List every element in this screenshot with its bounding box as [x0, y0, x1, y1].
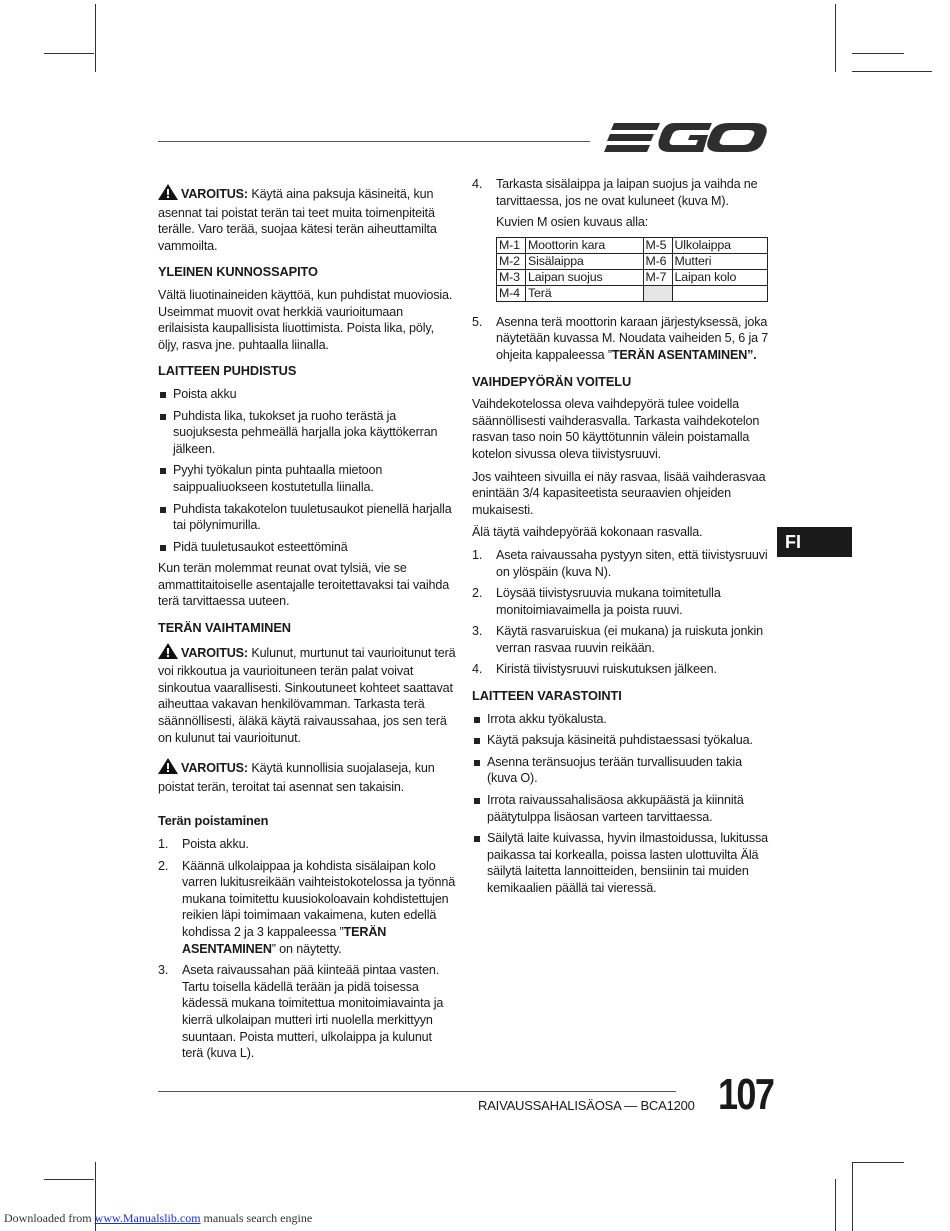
numbered-list [472, 314, 770, 364]
list-item: Käytä paksuja käsineitä puhdistaessasi työkalua. [472, 732, 770, 749]
step-text: Asenna terä moottorin karaan järjestyksessä, joka näytetään kuvassa M. Noudata vaiheiden 5, 6 ja 7 ohjeita kappaleessa ” [496, 314, 769, 362]
table-cell: M-2 [497, 253, 526, 269]
crop-mark [852, 1162, 853, 1231]
table-row [497, 253, 768, 269]
list-item [472, 176, 770, 209]
table-cell [643, 285, 672, 301]
section-title-gear-lubrication: VAIHDEPYÖRÄN VOITELU [472, 373, 632, 389]
bullet-list [158, 386, 456, 555]
crop-mark [44, 53, 94, 54]
paragraph: Kun terän molemmat reunat ovat tylsiä, vie se ammattitaitoiselle asentajalle teroitettavaksi tai vaihda terä tarvittaessa uuteen. [158, 561, 450, 609]
table-cell: M-3 [497, 269, 526, 285]
step-text: Käännä ulkolaippaa ja kohdista sisälaipan kolo varren lukitusreikään vaihteistokotelossa ja työnnä mukana toimitettu kuusiokoloavain kohdistettujen reikien läpi toimimaan vakaimena, kuten edellä kohdissa 2 ja 3 kappaleessa ” [182, 858, 456, 939]
table-cell: M-6 [643, 253, 672, 269]
list-item: Poista akku [158, 386, 456, 403]
section-title-general-maintenance: YLEINEN KUNNOSSAPITO [158, 264, 318, 280]
step-text: ” on näytetty. [271, 941, 342, 956]
warning-triangle-icon [158, 758, 178, 779]
list-item [158, 962, 456, 1062]
download-prefix: Downloaded from [4, 1211, 95, 1225]
step-text: Kiristä tiivistysruuvi ruiskutuksen jälkeen. [496, 662, 717, 677]
list-item: Irrota akku työkalusta. [472, 711, 770, 728]
ego-logo [604, 118, 768, 163]
step-number: 5. [472, 314, 483, 329]
crop-mark [835, 1179, 836, 1231]
warning-text: Kulunut, murtunut tai vaurioitunut terä voi rikkoutua ja vaurioituneen terän palat voivat sinkoutua vaarallisesti. Sinkoutuneet kohteet saattavat aiheuttaa vakavan henkilövamman. Tarkasta terä säännöllisesti, äläkä käytä raivaussahaa, jos sen terä on kulunut tai vaurioitunut. [158, 645, 456, 745]
ego-logo-icon [604, 118, 768, 158]
list-item [158, 836, 456, 853]
step-bold-ref: TERÄN ASENTAMINEN [182, 924, 387, 956]
bullet-list [472, 711, 770, 897]
footer-rule [158, 1091, 676, 1092]
list-item: Asenna teränsuojus terään turvallisuuden takia (kuva O). [472, 754, 770, 787]
table-cell: M-1 [497, 237, 526, 253]
list-item [158, 858, 456, 958]
step-text: Käytä rasvaruiskua (ei mukana) ja ruiskuta jonkin verran rasvaa ruuvin reikään. [496, 624, 764, 655]
step-text: Tarkasta sisälaippa ja laipan suojus ja vaihda ne tarvittaessa, jos ne ovat kuluneet (kuva M). [496, 177, 758, 208]
warning-block [158, 184, 456, 254]
step-bold-ref: TERÄN ASENTAMINEN”. [611, 347, 757, 362]
step-number: 3. [158, 963, 169, 978]
table-cell: M-5 [643, 237, 672, 253]
header-rule [158, 141, 590, 142]
parts-table [496, 237, 768, 302]
warning-block [158, 643, 456, 747]
list-item: Pidä tuuletusaukot esteettöminä [158, 539, 456, 556]
crop-mark [95, 4, 96, 72]
table-cell: Laipan kolo [672, 269, 768, 285]
warning-text: Käytä kunnollisia suojalaseja, kun poistat terän, teroitat tai asennat sen takaisin. [158, 761, 435, 794]
numbered-list [158, 836, 456, 1062]
step-number: 4. [472, 177, 483, 191]
table-cell: Terä [526, 285, 644, 301]
list-item [472, 661, 770, 678]
warning-triangle-icon [158, 184, 178, 205]
step-number: 2. [158, 858, 169, 873]
step-text: Aseta raivaussaha pystyyn siten, että tiivistysruuvi on ylöspäin (kuva N). [496, 547, 768, 579]
numbered-list [472, 176, 770, 209]
table-cell: M-4 [497, 285, 526, 301]
list-item: Säilytä laite kuivassa, hyvin ilmastoidussa, lukitussa paikassa tai korkealla, poissa lasten ulottuvilta Älä säilytä laitetta lannoitteiden, bensiinin tai muiden kemikaalien päällä tai vieressä. [472, 830, 770, 896]
warning-label: VAROITUS: [181, 761, 248, 776]
list-item [472, 314, 770, 364]
list-item: Irrota raivaussahalisäosa akkupäästä ja kiinnitä päätytulppa lisäosan varteen tarvittaessa. [472, 792, 770, 825]
step-text: Aseta raivaussahan pää kiinteää pintaa vasten. Tartu toisella kädellä terään ja pidä toisessa kädessä mukana toimitettua monitoimiavainta ja kierrä ulkolaipan mutteri irti nuolella merkittyyn suuntaan. Poista mutteri, ulkolaippa ja kulunut terä (kuva L). [182, 963, 444, 1061]
section-title-cleaning: LAITTEEN PUHDISTUS [158, 363, 297, 379]
table-cell: M-7 [643, 269, 672, 285]
crop-mark [852, 71, 932, 72]
step-number: 3. [472, 624, 483, 639]
list-item [472, 547, 770, 580]
table-cell: Mutteri [672, 253, 768, 269]
table-row [497, 237, 768, 253]
crop-mark [835, 4, 836, 72]
table-caption: Kuvien M osien kuvaus alla: [496, 215, 649, 230]
manualslib-link[interactable]: www.Manualslib.com [94, 1211, 201, 1225]
warning-label: VAROITUS: [181, 187, 248, 201]
list-item: Puhdista takakotelon tuuletusaukot pienellä harjalla tai pölynimurilla. [158, 501, 456, 534]
list-item [472, 585, 770, 618]
table-cell [672, 285, 768, 301]
download-notice [4, 1211, 312, 1226]
warning-triangle-icon [158, 643, 178, 664]
paragraph: Vältä liuotinaineiden käyttöä, kun puhdistat muoviosia. Useimmat muovit ovat herkkiä vaurioitumaan erilaisista kaupallisista liuottimista. Poista lika, pöly, öljy, rasva jne. puhtaalla liinalla. [158, 287, 453, 352]
table-cell: Sisälaippa [526, 253, 644, 269]
step-text: Poista akku. [182, 837, 249, 851]
paragraph: Vaihdekotelossa oleva vaihdepyörä tulee voidella säännöllisesti vaihderasvalla. Tarkasta vaihdekotelon rasvan taso noin 50 käyttötunnin välein poistamalla kotelon sivussa oleva tiivistysruuvi. [472, 397, 760, 461]
download-suffix: manuals search engine [200, 1211, 313, 1225]
list-item: Pyyhi työkalun pinta puhtaalla mietoon saippualiuokseen kostutetulla liinalla. [158, 462, 456, 495]
table-cell: Ulkolaippa [672, 237, 768, 253]
crop-mark [44, 1179, 94, 1180]
step-number: 1. [158, 837, 169, 851]
list-item [472, 623, 770, 656]
language-tab: FI [777, 527, 852, 557]
table-row [497, 269, 768, 285]
table-row [497, 285, 768, 301]
section-title-blade-change: TERÄN VAIHTAMINEN [158, 620, 291, 636]
section-title-storage: LAITTEEN VARASTOINTI [472, 688, 622, 704]
paragraph: Jos vaihteen sivuilla ei näy rasvaa, lisää vaihderasvaa enintään 3/4 kapasiteetista seuraavien ohjeiden mukaisesti. [472, 469, 766, 517]
paragraph: Älä täytä vaihdepyörää kokonaan rasvalla. [472, 525, 703, 540]
left-column [158, 184, 456, 1067]
step-number: 1. [472, 547, 483, 562]
table-cell: Moottorin kara [526, 237, 644, 253]
right-column [472, 176, 770, 902]
page-number: 107 [718, 1070, 774, 1119]
subsection-title-blade-removal: Terän poistaminen [158, 813, 269, 829]
crop-mark [852, 53, 904, 54]
step-text: Löysää tiivistysruuvia mukana toimitetulla monitoimiavaimella ja poista ruuvi. [496, 586, 721, 617]
list-item: Puhdista lika, tukokset ja ruoho terästä ja suojuksesta pehmeällä harjalla joka käyttökerran jälkeen. [158, 408, 456, 458]
warning-text: Käytä aina paksuja käsineitä, kun asennat tai poistat terän tai teet muita toimenpiteitä terälle. Varo terää, suojaa kätesi terän aiheuttamilta vammoilta. [158, 187, 437, 253]
step-number: 2. [472, 586, 483, 601]
warning-label: VAROITUS: [181, 645, 248, 660]
footer-title: RAIVAUSSAHALISÄOSA — BCA1200 [478, 1098, 695, 1113]
warning-block [158, 758, 456, 795]
numbered-list [472, 547, 770, 678]
crop-mark [852, 1162, 904, 1163]
table-cell: Laipan suojus [526, 269, 644, 285]
step-number: 4. [472, 662, 483, 677]
